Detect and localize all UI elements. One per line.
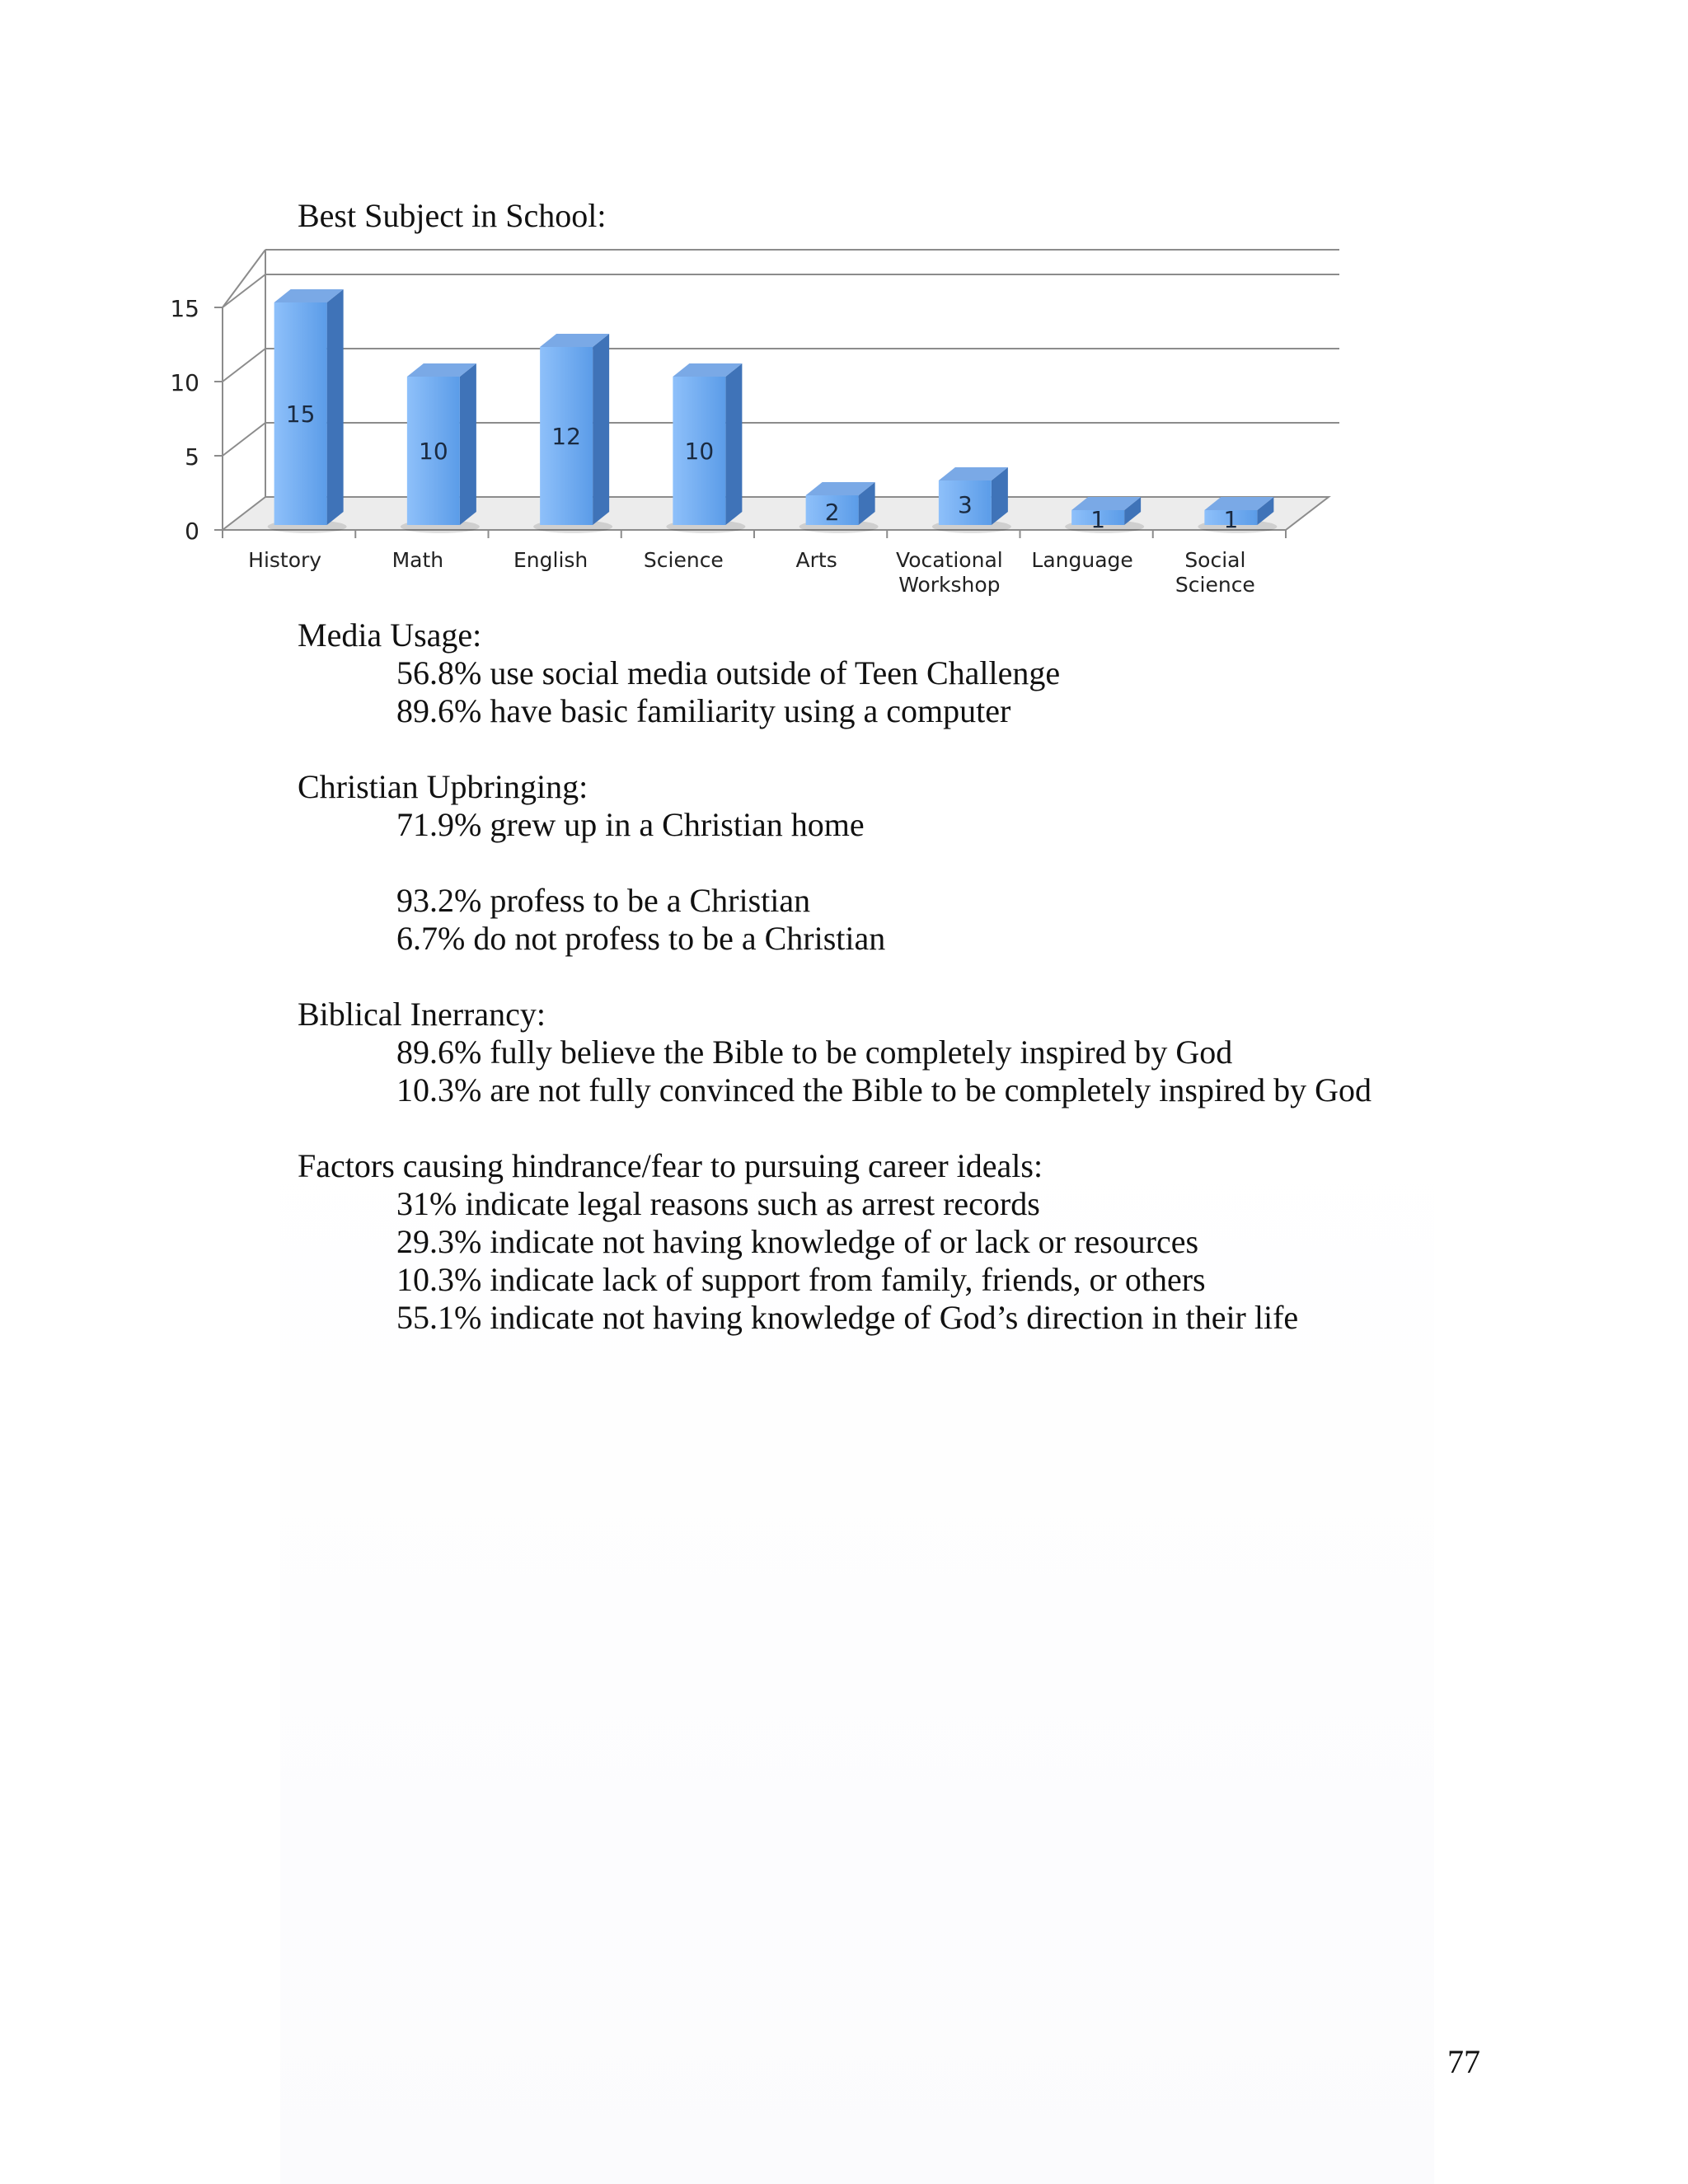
bar-value-label: 10 <box>419 438 448 465</box>
bar-side <box>460 363 476 525</box>
x-tick-label: Social <box>1184 548 1246 572</box>
bar-side <box>593 334 609 525</box>
gridline-depth <box>223 423 265 456</box>
x-tick-label: Science <box>643 548 724 572</box>
section <box>298 616 1372 730</box>
x-tick-label: Vocational <box>896 548 1003 572</box>
section-line: 6.7% do not profess to be a Christian <box>396 920 886 957</box>
bar-side <box>327 289 344 525</box>
section-line: 55.1% indicate not having knowledge of God’s direction in their life <box>396 1299 1299 1336</box>
line-gap <box>298 844 1372 882</box>
chart-floor <box>223 497 1329 530</box>
bar-value-label: 15 <box>285 401 316 428</box>
bar-value-label: 1 <box>1090 506 1106 533</box>
x-tick-label: Language <box>1031 548 1133 572</box>
page-number: 77 <box>1447 2043 1480 2080</box>
y-tick-label: 10 <box>170 369 199 396</box>
chart-title: Best Subject in School: <box>298 197 607 234</box>
section-title: Factors causing hindrance/fear to pursuing career ideals: <box>298 1147 1043 1184</box>
section-title: Christian Upbringing: <box>298 768 588 805</box>
section-line: 31% indicate legal reasons such as arrest records <box>396 1185 1040 1222</box>
gridline-depth <box>223 349 265 382</box>
section <box>298 1147 1372 1337</box>
section-line: 71.9% grew up in a Christian home <box>396 806 865 843</box>
section <box>298 996 1372 1109</box>
bar-value-label: 2 <box>824 499 840 526</box>
x-tick-label: Workshop <box>898 573 1001 597</box>
section-line: 29.3% indicate not having knowledge of or lack or resources <box>396 1223 1199 1260</box>
section-line: 56.8% use social media outside of Teen Challenge <box>396 654 1061 691</box>
chart-grid <box>214 250 1339 538</box>
section-line: 10.3% indicate lack of support from family, friends, or others <box>396 1261 1206 1298</box>
x-tick-label: History <box>248 548 322 572</box>
bar-side <box>725 363 742 525</box>
bar-chart <box>0 0 1360 610</box>
x-tick-label: English <box>513 548 588 572</box>
y-tick-label: 15 <box>170 295 199 322</box>
section-title: Biblical Inerrancy: <box>298 996 546 1033</box>
bar-value-label: 3 <box>957 491 973 518</box>
section-line: 10.3% are not fully convinced the Bible to be completely inspired by God <box>396 1071 1372 1108</box>
y-tick-label: 0 <box>185 518 199 545</box>
survey-results <box>298 616 1372 1375</box>
section <box>298 768 1372 958</box>
x-tick-label: Math <box>392 548 444 572</box>
y-tick-label: 5 <box>185 443 199 471</box>
section-line: 93.2% profess to be a Christian <box>396 882 811 919</box>
section-title: Media Usage: <box>298 616 482 654</box>
section-line: 89.6% fully believe the Bible to be completely inspired by God <box>396 1033 1233 1071</box>
bar-value-label: 12 <box>551 423 581 450</box>
bar-value-label: 10 <box>684 438 715 465</box>
x-tick-label: Arts <box>795 548 837 572</box>
x-tick-label: Science <box>1175 573 1255 597</box>
bar-value-label: 1 <box>1223 506 1239 533</box>
section-line: 89.6% have basic familiarity using a computer <box>396 692 1011 729</box>
